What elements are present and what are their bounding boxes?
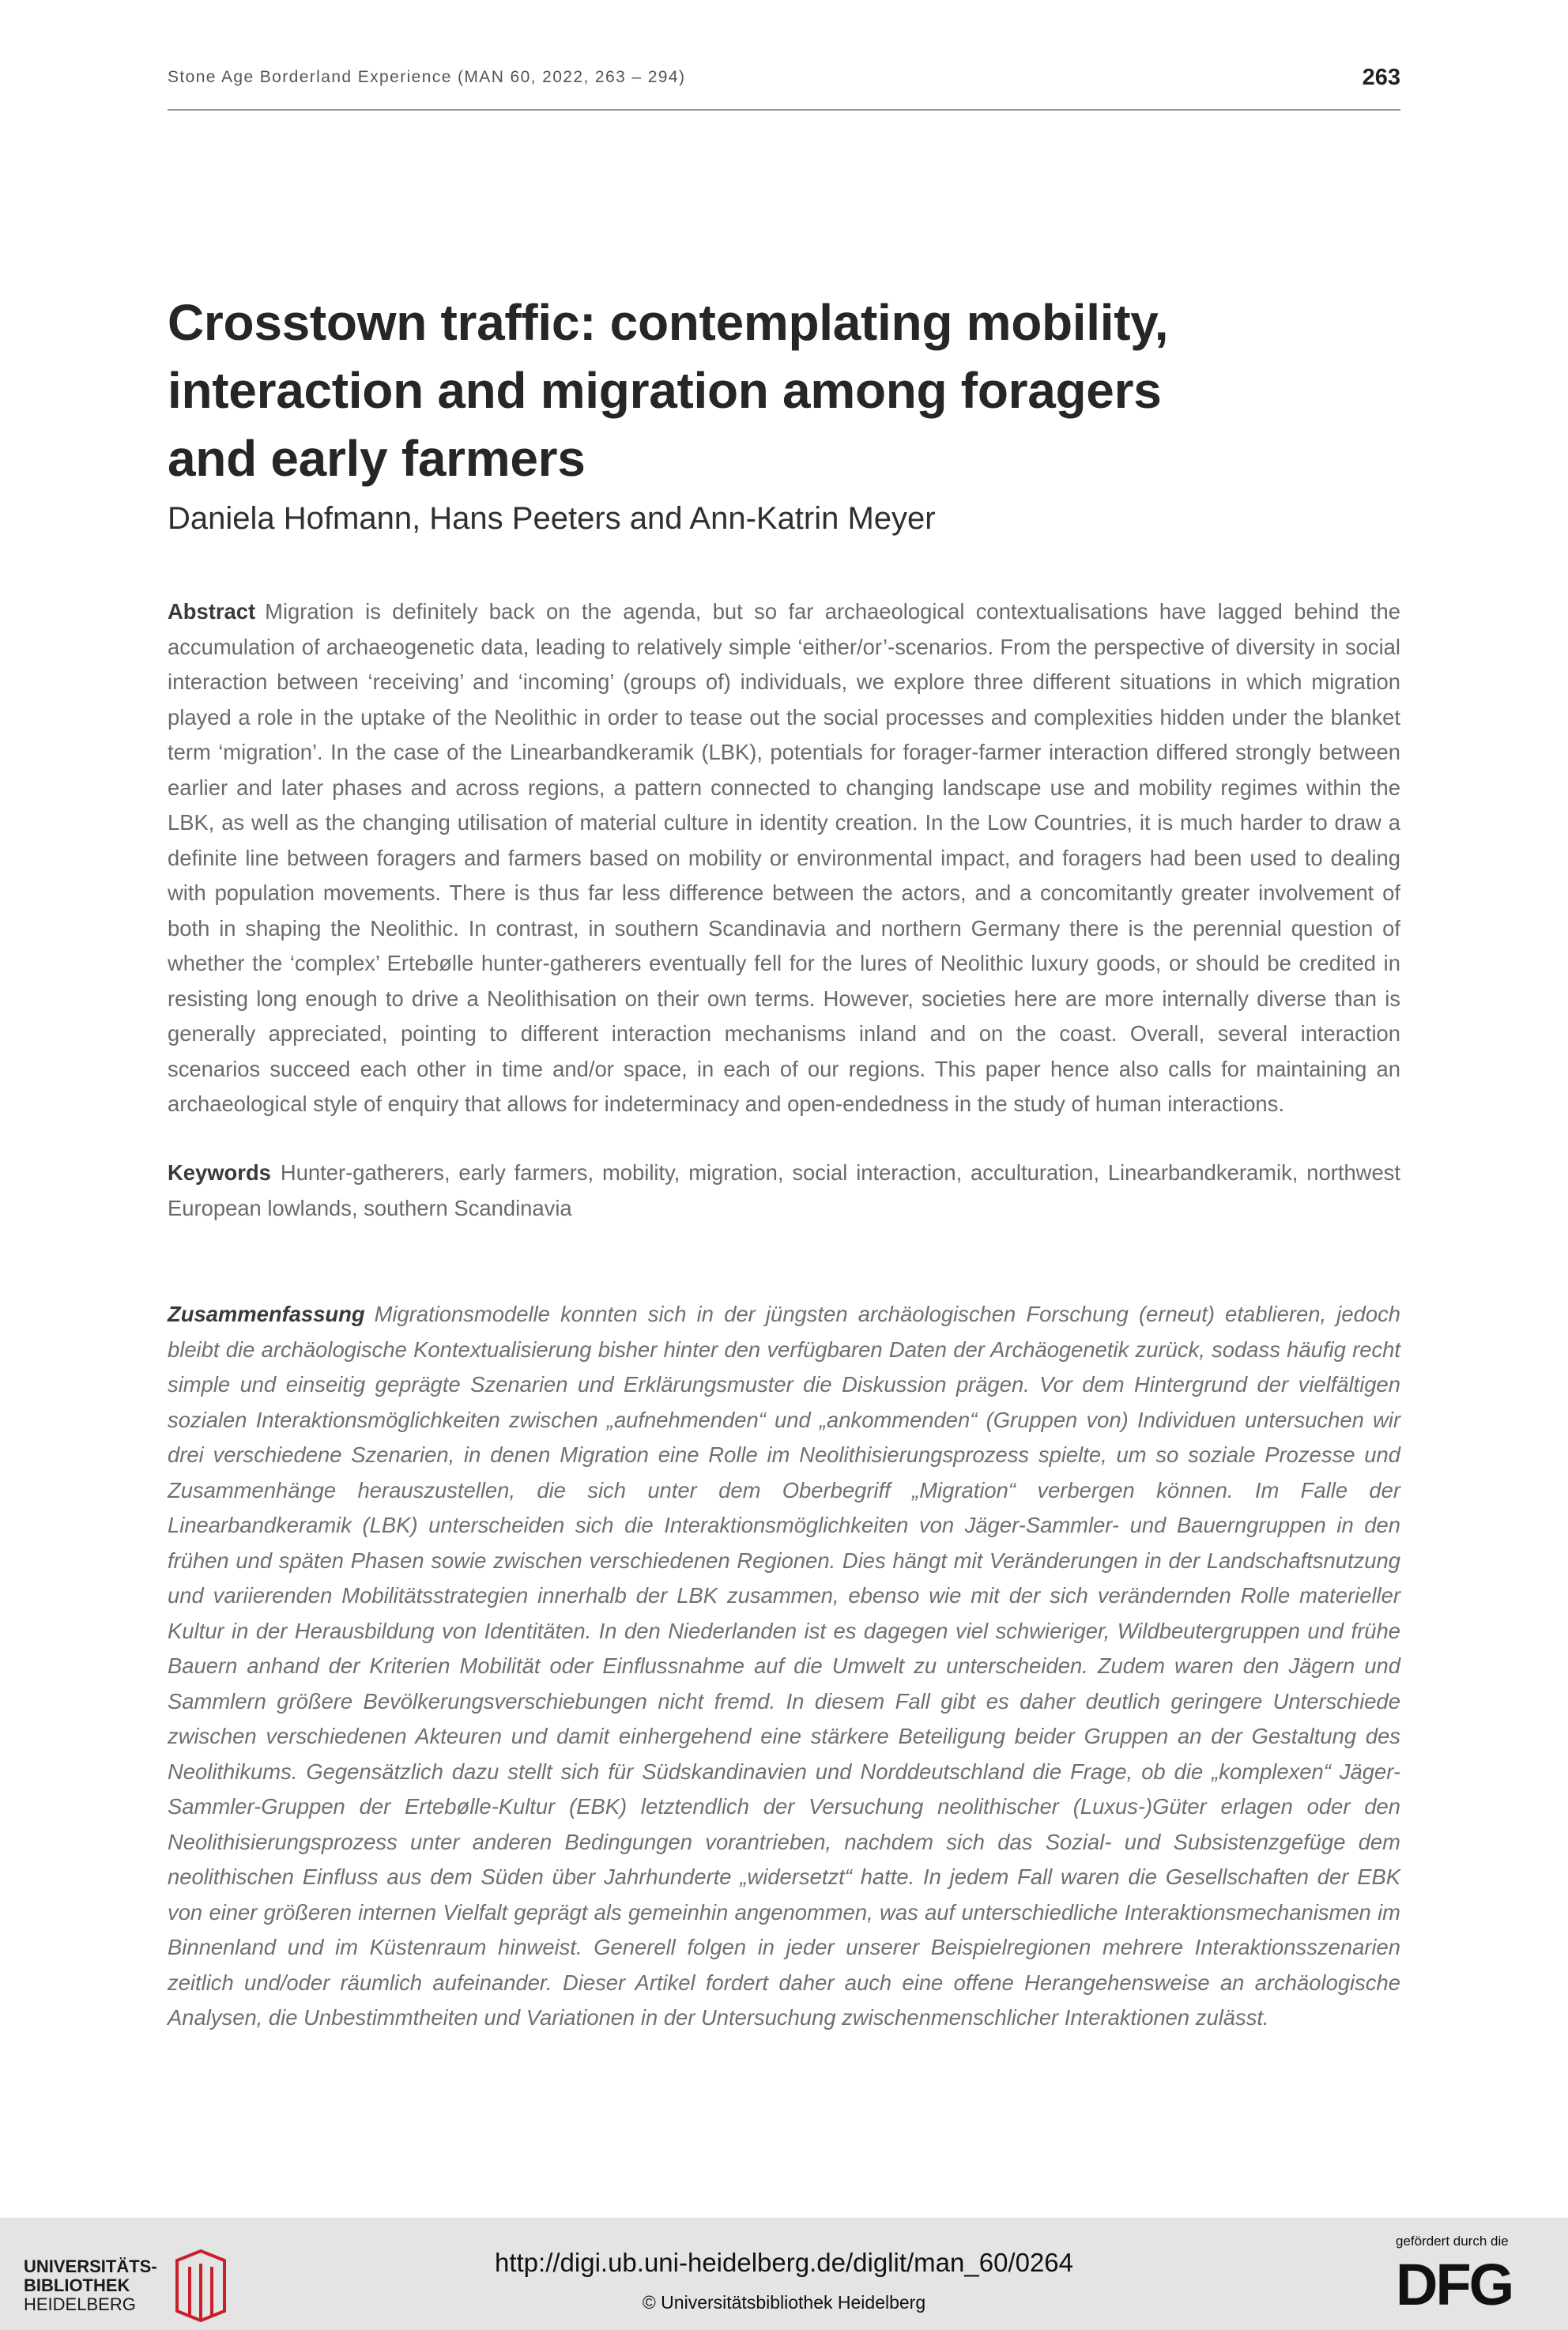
article-title: Crosstown traffic: contemplating mobility, interaction and migration among foragers and early farmers [168, 294, 1169, 487]
page-number: 263 [1362, 65, 1400, 90]
keywords-label: Keywords [168, 1160, 271, 1185]
copyright-notice: © Universitätsbibliothek Heidelberg [642, 2292, 926, 2313]
abstract [168, 594, 1400, 1122]
abstract-label: Abstract [168, 599, 256, 624]
zusammenfassung [168, 1297, 1400, 2036]
library-name-line3: HEIDELBERG [24, 2294, 136, 2314]
zusammenfassung-label: Zusammenfassung [168, 1302, 365, 1326]
document-url[interactable]: http://digi.ub.uni-heidelberg.de/diglit/man_60/0264 [494, 2248, 1074, 2277]
dfg-logo-text: DFG [1396, 2252, 1513, 2317]
running-title: Stone Age Borderland Experience (MAN 60, 2022, 263 – 294) [168, 68, 686, 86]
abstract-text: Migration is definitely back on the agenda, but so far archaeological contextualisations have lagged behind the accumulation of archaeogenetic data, leading to relatively simple ‘either/or’-scenarios. From the perspective of diversity in social interaction between ‘receiving’ and ‘incoming’ (groups of) individuals, we explore three different situations in which migration played a role in the uptake of the Neolithic in order to tease out the social processes and complexities hidden under the blanket term ‘migration’. In the case of the Linearbandkeramik (LBK), potentials for forager-farmer interaction differed strongly between earlier and later phases and across regions, a pattern connected to changing landscape use and mobility regimes within the LBK, as well as the changing utilisation of material culture in identity creation. In the Low Countries, it is much harder to draw a definite line between foragers and farmers based on mobility or environmental impact, and foragers had been used to dealing with population movements. There is thus far less difference between the actors, and a concomitantly greater involvement of both in shaping the Neolithic. In contrast, in southern Scandinavia and northern Germany there is the perennial question of whether the ‘complex’ Ertebølle hunter-gatherers eventually fell for the lures of Neolithic luxury goods, or should be credited in resisting long enough to drive a Neolithisation on their own terms. However, societies here are more internally diverse than is generally appreciated, pointing to different interaction mechanisms inland and on the coast. Overall, several interaction scenarios succeed each other in time and/or space, in each of our regions. This paper hence also calls for maintaining an archaeological style of enquiry that allows for indeterminacy and open-endedness in the study of human interactions. [168, 599, 1400, 1116]
zusammenfassung-text: Migrationsmodelle konnten sich in der jüngsten archäologischen Forschung (erneut) etablieren, jedoch bleibt die archäologische Kontextualisierung bisher hinter den verfügbaren Daten der Archäogenetik zurück, sodass häufig recht simple und einseitig geprägte Szenarien und Erklärungsmuster die Diskussion prägen. Vor dem Hintergrund der vielfältigen sozialen Interaktionsmöglichkeiten zwischen „aufnehmenden“ und „ankommenden“ (Gruppen von) Individuen untersuchen wir drei verschiedene Szenarien, in denen Migration eine Rolle im Neolithisierungsprozess spielte, um so soziale Prozesse und Zusammenhänge herauszustellen, die sich unter dem Oberbegriff „Migration“ verbergen können. Im Falle der Linearbandkeramik (LBK) unterscheiden sich die Interaktionsmöglichkeiten von Jäger-Sammler- und Bauerngruppen in den frühen und späten Phasen sowie zwischen verschiedenen Regionen. Dies hängt mit Veränderungen in der Landschaftsnutzung und variierenden Mobilitätsstrategien innerhalb der LBK zusammen, ebenso wie mit der sich verändernden Rolle materieller Kultur in der Herausbildung von Identitäten. In den Niederlanden ist es dagegen viel schwieriger, Wildbeutergruppen und frühe Bauern anhand der Kriterien Mobilität oder Einflussnahme auf die Umwelt zu unterscheiden. Zudem waren den Jägern und Sammlern größere Bevölkerungsverschiebungen nicht fremd. In diesem Fall gibt es daher deutlich geringere Unterschiede zwischen verschiedenen Akteuren und damit einhergehend eine stärkere Beteiligung beider Gruppen an der Gestaltung des Neolithikums. Gegensätzlich dazu stellt sich für Südskandinavien und Norddeutschland die Frage, ob die „komplexen“ Jäger-Sammler-Gruppen der Ertebølle-Kultur (EBK) letztendlich der Versuchung neolithischer (Luxus-)Güter erlagen oder den Neolithisierungsprozess unter anderen Bedingungen vorantrieben, nachdem sich das Sozial- und Subsistenzgefüge dem neolithischen Einfluss aus dem Süden über Jahrhunderte „widersetzt“ hatte. In jedem Fall waren die Gesellschaften der EBK von einer größeren internen Vielfalt geprägt als gemeinhin angenommen, was auf unterschiedliche Interaktionsmechanismen im Binnenland und im Küstenraum hinweist. Generell folgen in jeder unserer Beispielregionen mehrere Interaktionsszenarien zeitlich und/oder räumlich aufeinander. Dieser Artikel fordert daher auch eine offene Herangehensweise an archäologische Analysen, die Unbestimmtheiten und Variationen in der Untersuchung zwischenmenschlicher Interaktionen zulässt. [168, 1302, 1400, 2030]
keywords [168, 1156, 1400, 1226]
digitization-footer [0, 2218, 1568, 2330]
funding-note: gefördert durch die [1396, 2234, 1509, 2249]
keywords-text: Hunter-gatherers, early farmers, mobility, migration, social interaction, acculturation, Linearbandkeramik, northwest European lowlands, southern Scandinavia [168, 1160, 1400, 1220]
article-authors: Daniela Hofmann, Hans Peeters and Ann-Katrin Meyer [168, 501, 936, 536]
dfg-logo [1396, 2234, 1554, 2328]
library-name-line1: UNIVERSITÄTS- [24, 2256, 157, 2276]
library-name-line2: BIBLIOTHEK [24, 2275, 130, 2295]
running-header [168, 62, 1400, 111]
